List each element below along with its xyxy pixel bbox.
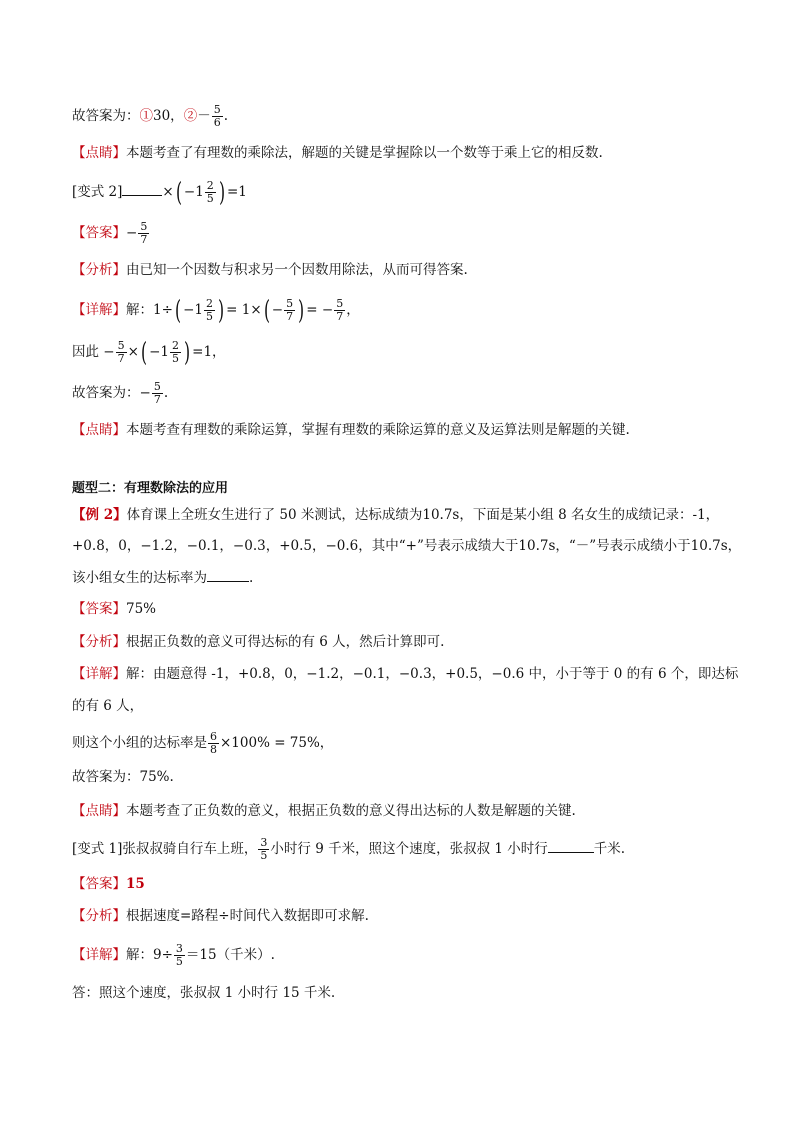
answer-blank [207, 567, 249, 582]
comment-line-3 [72, 801, 744, 821]
expr-post: ＝15（千米）. [185, 947, 275, 963]
fraction [138, 221, 149, 246]
detail-text: 解：由题意得 -1，+0.8，0，−1.2，−0.1，−0.3，+0.5，−0.6 中，小于等于 0 的有 6 个，即达标 [126, 666, 739, 682]
fraction [258, 837, 269, 862]
minus-sign: − [126, 225, 138, 241]
times-sign: × [127, 344, 139, 360]
example-2-line-2: +0.8，0，−1.2，−0.1，−0.3，+0.5，−0.6，其中“+”号表示成绩大于10.7s，“－”号表示成绩小于10.7s， [72, 538, 742, 554]
right-paren: ) [218, 295, 225, 326]
comment-tag: 【点睛】 [72, 422, 126, 438]
comment-line-2 [72, 420, 744, 440]
answer-line-3 [72, 381, 744, 406]
fraction [334, 298, 345, 323]
left-paren: ( [140, 337, 148, 368]
analysis-line-1 [72, 260, 744, 280]
numerator: 5 [286, 297, 294, 310]
numerator: 5 [153, 380, 161, 393]
numerator: 2 [205, 297, 213, 310]
denominator: 6 [213, 116, 221, 129]
numerator: 6 [210, 730, 217, 743]
mixed-whole: −1 [183, 302, 203, 318]
analysis-text: 根据速度=路程÷时间代入数据即可求解. [126, 908, 369, 924]
fraction [212, 104, 223, 129]
answer-line-2 [72, 221, 744, 246]
analysis-tag: 【分析】 [72, 262, 126, 278]
example-2-line-1 [72, 505, 744, 525]
analysis-line-2 [72, 632, 744, 652]
right-paren: ) [218, 177, 225, 208]
denominator: 7 [286, 310, 294, 323]
detail-line-3 [72, 664, 744, 684]
denominator: 5 [260, 849, 268, 862]
detail-tag: 【详解】 [72, 666, 126, 682]
variant-label: [变式 2] [72, 184, 123, 200]
numerator: 5 [213, 103, 221, 116]
answer-prefix: 故答案为： [72, 108, 140, 124]
expr-post: ×100% = 75%， [220, 735, 334, 751]
detail-line-4: 的有 6 人， [72, 698, 144, 714]
analysis-line-3 [72, 906, 744, 926]
numerator: 3 [175, 942, 183, 955]
minus-sign: － [197, 108, 211, 124]
unit: 千米. [593, 841, 626, 857]
example-tag: 【例 2】 [72, 507, 127, 523]
numerator: 5 [117, 339, 125, 352]
circled-two: ② [183, 108, 198, 124]
denominator: 5 [175, 955, 183, 968]
denominator: 7 [140, 233, 148, 246]
answer-line-1 [72, 104, 744, 129]
fraction [204, 298, 215, 323]
variant-1-question [72, 837, 744, 862]
fraction [152, 381, 163, 406]
mixed-whole: −1 [149, 344, 169, 360]
answer-blank [548, 838, 594, 853]
left-paren: ( [263, 295, 270, 326]
equals-one: =1， [192, 344, 226, 360]
fraction [116, 340, 127, 365]
analysis-tag: 【分析】 [72, 634, 126, 650]
detail-line-5 [72, 731, 744, 756]
answer-prefix: 故答案为：− [72, 385, 151, 401]
left-paren: ( [174, 295, 182, 326]
detail-line-1 [72, 295, 744, 326]
expr-eq: = − [306, 302, 334, 318]
numerator: 3 [260, 836, 268, 849]
comment-line-1 [72, 143, 744, 163]
comment-tag: 【点睛】 [72, 803, 126, 819]
fraction [170, 340, 181, 365]
minus-sign: − [271, 302, 284, 318]
comment-text: 本题考查有理数的乘除运算，掌握有理数的乘除运算的意义及运算法则是解题的关键. [126, 422, 630, 438]
denominator: 5 [171, 352, 179, 365]
section-title: 题型二：有理数除法的应用 [72, 481, 229, 496]
denominator: 5 [206, 192, 214, 205]
fraction [284, 298, 295, 323]
analysis-text: 根据正负数的意义可得达标的有 6 人，然后计算即可. [126, 634, 445, 650]
comment-text: 本题考查了有理数的乘除法，解题的关键是掌握除以一个数等于乘上它的相反数. [126, 145, 603, 161]
right-paren: ) [298, 295, 305, 326]
comment-tag: 【点睛】 [72, 145, 126, 161]
analysis-tag: 【分析】 [72, 908, 126, 924]
right-paren: ) [184, 337, 191, 368]
denominator: 7 [336, 310, 344, 323]
fraction [174, 943, 185, 968]
period: . [223, 108, 228, 124]
detail-tag: 【详解】 [72, 947, 126, 963]
variant-text-2: 小时行 9 千米，照这个速度，张叔叔 1 小时行 [270, 841, 548, 857]
denominator: 7 [153, 393, 161, 406]
analysis-text: 由已知一个因数与积求另一个因数用除法，从而可得答案. [126, 262, 468, 278]
times-sign: × [162, 184, 174, 200]
answer-blank [122, 181, 162, 196]
fraction [205, 180, 216, 205]
answer-line-5: 故答案为：75%. [72, 769, 174, 785]
example-text: 体育课上全班女生进行了 50 米测试，达标成绩为10.7s，下面是某小组 8 名女生的成绩记录：-1， [126, 507, 720, 523]
detail-tag: 【详解】 [72, 302, 126, 318]
comment-text: 本题考查了正负数的意义，根据正负数的意义得出达标的人数是解题的关键. [126, 803, 576, 819]
expr-pre: 因此 − [72, 344, 115, 360]
final-answer-line: 答：照这个速度，张叔叔 1 小时行 15 千米. [72, 985, 336, 1001]
answer-line-6 [72, 874, 744, 894]
answer-value: 15 [126, 876, 145, 892]
denominator: 8 [210, 743, 217, 756]
variant-2-question [72, 177, 744, 208]
value-30: 30， [153, 108, 184, 124]
answer-tag: 【答案】 [72, 876, 126, 892]
circled-one: ① [139, 108, 153, 124]
denominator: 5 [205, 310, 213, 323]
expr-pre: 则这个小组的达标率是 [72, 735, 207, 751]
numerator: 5 [140, 220, 148, 233]
period: . [163, 385, 169, 401]
detail-line-6 [72, 943, 744, 968]
detail-line-2 [72, 337, 744, 368]
period: . [249, 570, 254, 586]
denominator: 7 [117, 352, 125, 365]
example-2-line-3 [72, 567, 744, 588]
comma: ， [346, 302, 360, 318]
fraction [208, 731, 219, 756]
expr-pre: 解：1÷ [126, 302, 173, 318]
numerator: 5 [336, 297, 344, 310]
answer-value: 75% [126, 601, 157, 617]
numerator: 2 [171, 339, 179, 352]
equals-one: =1 [226, 184, 247, 200]
expr-mid: = 1× [226, 302, 262, 318]
variant-text: [变式 1]张叔叔骑自行车上班， [72, 841, 258, 857]
example-text: 该小组女生的达标率为 [72, 570, 207, 586]
expr-pre: 解：9÷ [126, 947, 173, 963]
answer-tag: 【答案】 [72, 601, 126, 617]
answer-line-4 [72, 599, 744, 619]
mixed-whole: −1 [183, 184, 204, 200]
numerator: 2 [206, 179, 214, 192]
answer-tag: 【答案】 [72, 225, 126, 241]
left-paren: ( [175, 177, 182, 208]
